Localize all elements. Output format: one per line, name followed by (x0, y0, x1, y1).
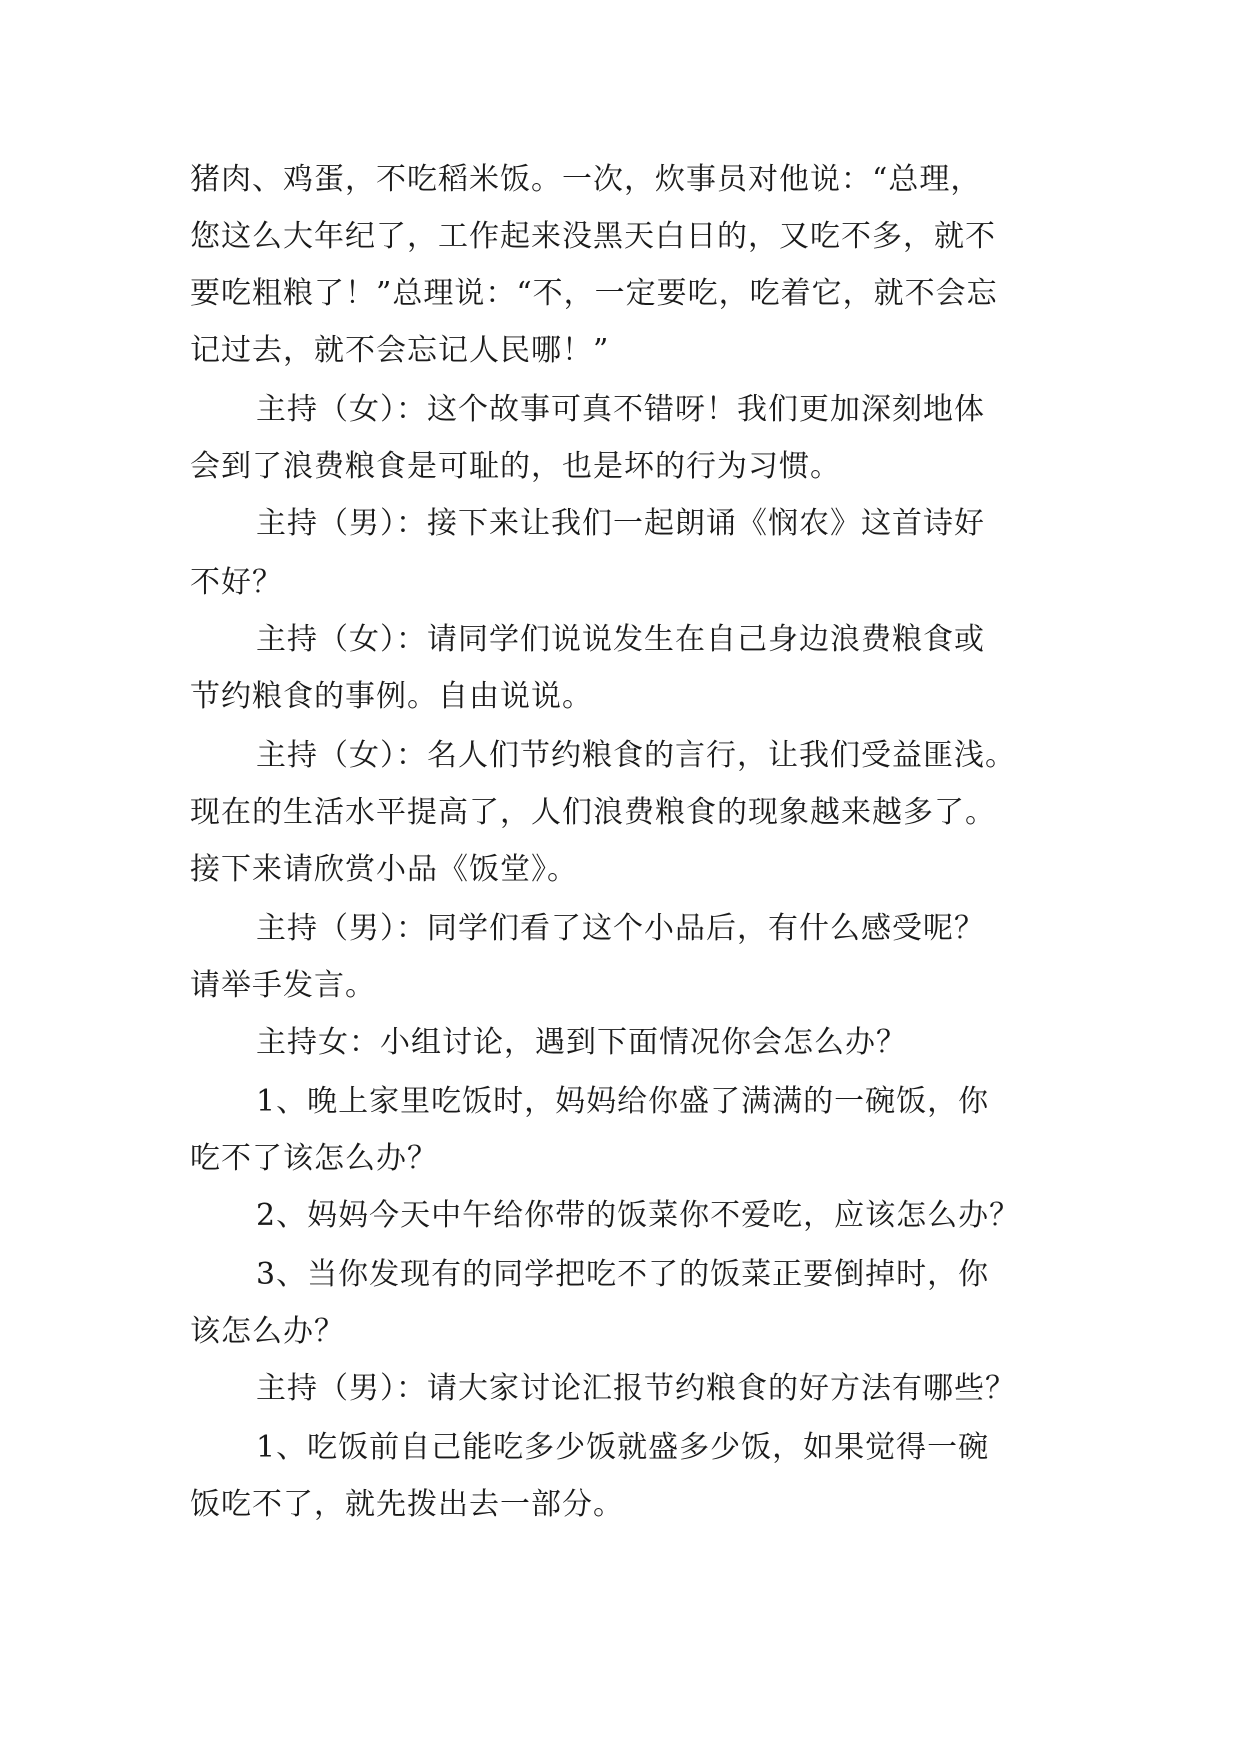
text-line: 要吃粗粮了！”总理说：“不，一定要吃，吃着它，就不会忘 (190, 276, 998, 311)
text-line: 会到了浪费粮食是可耻的，也是坏的行为习惯。 (190, 449, 841, 484)
text-line: 节约粮食的事例。自由说说。 (190, 679, 593, 714)
text-line: 饭吃不了，就先拨出去一部分。 (190, 1487, 624, 1522)
text-line: 接下来请欣赏小品《饭堂》。 (190, 852, 578, 887)
text-line: 1、吃饭前自己能吃多少饭就盛多少饭，如果觉得一碗 (256, 1430, 990, 1465)
text-line: 现在的生活水平提高了，人们浪费粮食的现象越来越多了。 (190, 795, 996, 830)
text-line: 您这么大年纪了，工作起来没黑天白日的，又吃不多，就不 (190, 219, 996, 254)
text-line: 主持（女）：名人们节约粮食的言行，让我们受益匪浅。 (256, 738, 1016, 773)
text-line: 主持（男）：请大家讨论汇报节约粮食的好方法有哪些？ (256, 1371, 1016, 1406)
text-line: 请举手发言。 (190, 968, 376, 1003)
text-line: 3、当你发现有的同学把吃不了的饭菜正要倒掉时，你 (256, 1257, 990, 1292)
text-line: 猪肉、鸡蛋，不吃稻米饭。一次，炊事员对他说：“总理， (190, 162, 982, 197)
text-line: 该怎么办？ (190, 1314, 345, 1349)
text-line: 主持（男）：同学们看了这个小品后，有什么感受呢？ (256, 911, 985, 946)
text-line: 主持（男）：接下来让我们一起朗诵《悯农》这首诗好 (256, 506, 985, 541)
text-line: 2、妈妈今天中午给你带的饭菜你不爱吃，应该怎么办？ (256, 1198, 1021, 1233)
text-line: 记过去，就不会忘记人民哪！” (190, 333, 610, 368)
text-line: 主持女：小组讨论，遇到下面情况你会怎么办？ (256, 1025, 907, 1060)
text-line: 主持（女）：请同学们说说发生在自己身边浪费粮食或 (256, 622, 985, 657)
text-line: 1、晚上家里吃饭时，妈妈给你盛了满满的一碗饭，你 (256, 1084, 990, 1119)
text-line: 主持（女）：这个故事可真不错呀！我们更加深刻地体 (256, 392, 985, 427)
text-line: 不好？ (190, 565, 283, 600)
text-line: 吃不了该怎么办？ (190, 1141, 438, 1176)
